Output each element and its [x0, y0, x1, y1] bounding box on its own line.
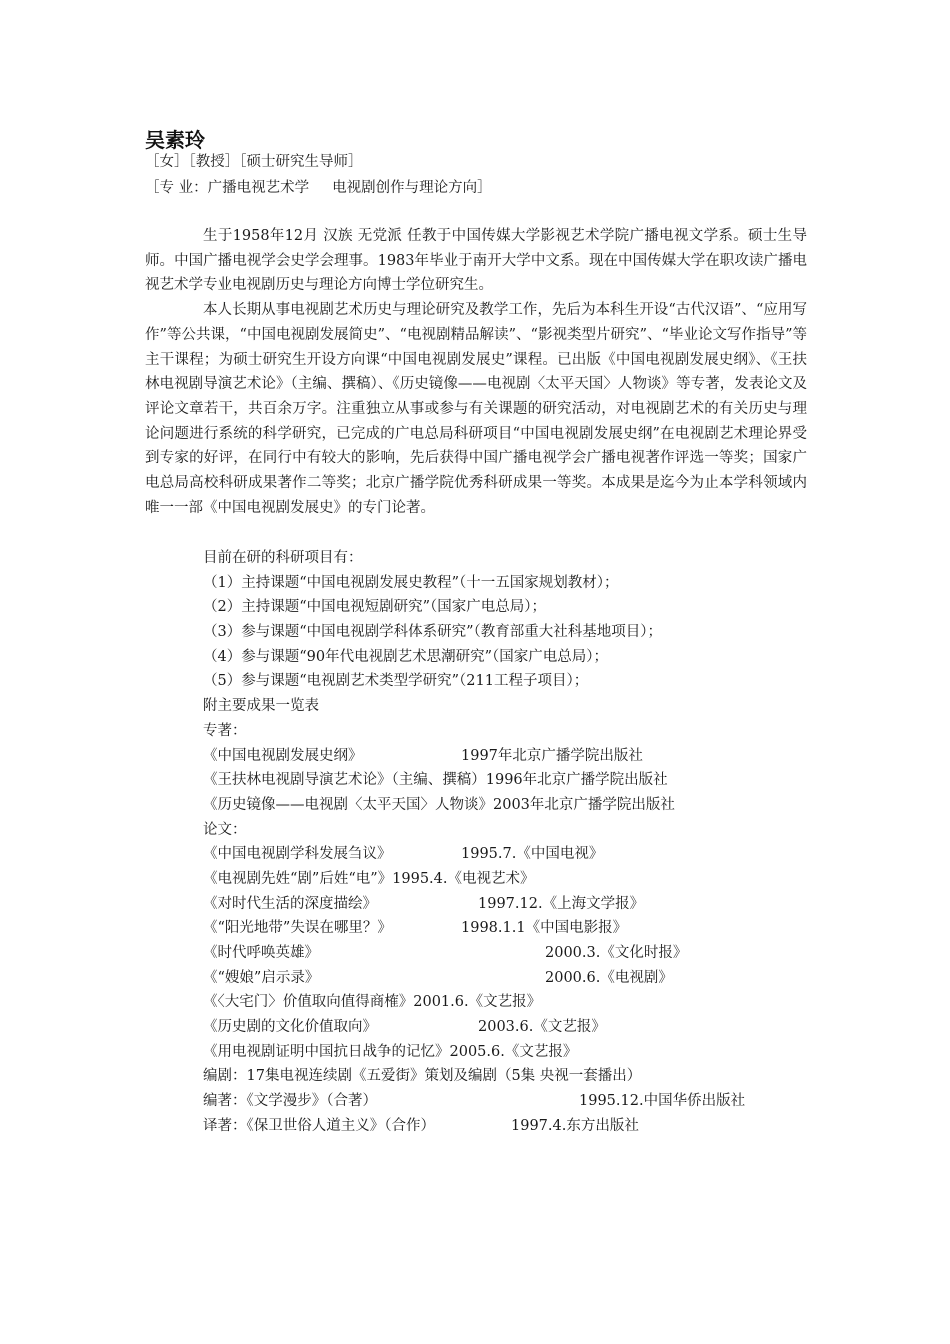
translated-work — [203, 1114, 883, 1139]
papers-label: 论文： — [203, 821, 247, 838]
monograph-title: 《王扶林电视剧导演艺术论》（主编、撰稿） — [203, 772, 486, 789]
paper-detail: 1995.7.《中国电视》 — [461, 846, 604, 863]
translated-title: 译著：《保卫世俗人道主义》（合作） — [203, 1117, 435, 1134]
monograph-item — [203, 793, 883, 818]
person-name: 吴素玲 — [145, 128, 205, 152]
edited-title: 编著：《文学漫步》（合著） — [203, 1093, 377, 1110]
monograph-title: 《历史镜像——电视剧〈太平天国〉人物谈》 — [203, 796, 493, 813]
monograph-detail: 1996年北京广播学院出版社 — [485, 772, 668, 789]
bio-paragraph-1: 生于1958年12月 汉族 无党派 任教于中国传媒大学影视艺术学院广播电视文学系。硕士生导师。中国广播电视学会史学会理事。1983年毕业于南开大学中文系。现在中国传媒大学在职攻读广播电视艺术学专业电视剧历史与理论方向博士学位研究生。 — [145, 228, 807, 294]
paper-detail: 2001.6.《文艺报》 — [413, 994, 542, 1011]
paper-detail: 1998.1.1《中国电影报》 — [461, 920, 628, 937]
edited-work — [203, 1089, 883, 1114]
paper-title: 《历史剧的文化价值取向》 — [203, 1019, 377, 1036]
paper-item — [203, 990, 883, 1015]
monograph-detail: 2003年北京广播学院出版社 — [493, 796, 675, 813]
profile-tags: ［女］［教授］［硕士研究生导师］ — [145, 154, 363, 170]
bio-paragraph-2: 本人长期从事电视剧艺术历史与理论研究及教学工作，先后为本科生开设“古代汉语”、“应用写作”等公共课，“中国电视剧发展简史”、“电视剧精品解读”、“影视类型片研究”、“毕业论文写作指导”等主干课程；为硕士研究生开设方向课“中国电视剧发展史”课程。已出版《中国电视剧发展史纲》、《王扶林电视剧导演艺术论》（主编、撰稿）、《历史镜像——电视剧〈太平天国〉人物谈》等专著，发表论文及评论文章若干，共百余万字。注重独立从事或参与有关课题的研究活动，对电视剧艺术的有关历史与理论问题进行系统的科学研究，已完成的广电总局科研项目“中国电视剧发展史纲”在电视剧艺术理论界受到专家的好评，在同行中有较大的影响，先后获得中国广播电视学会广播电视著作评选一等奖；国家广电总局高校科研成果著作二等奖；北京广播学院优秀科研成果一等奖。本成果是迄今为止本学科领域内唯一一部《中国电视剧发展史》的专门论著。 — [145, 302, 807, 516]
research-and-achievements — [203, 546, 883, 1139]
paper-item — [203, 1040, 883, 1065]
project-item: （5）参与课题“电视剧艺术类型学研究”（211工程子项目）； — [203, 673, 589, 690]
paper-title: 《“阳光地带”失误在哪里？》 — [203, 920, 392, 937]
monograph-item — [203, 768, 883, 793]
projects-heading: 目前在研的科研项目有： — [203, 550, 363, 566]
project-item: （2）主持课题“中国电视短剧研究”（国家广电总局）； — [203, 599, 547, 616]
biography — [145, 224, 807, 520]
paper-item — [203, 842, 883, 867]
paper-title: 《电视剧先姓“剧”后姓“电”》 — [203, 870, 393, 887]
script-credit: 编剧：17集电视连续剧《五爱街》策划及编剧（5集 央视一套播出） — [203, 1068, 642, 1085]
paper-detail: 1997.12.《上海文学报》 — [478, 895, 645, 912]
paper-title: 《时代呼唤英雄》 — [203, 945, 319, 961]
project-item: （4）参与课题“90年代电视剧艺术思潮研究”（国家广电总局）； — [203, 648, 608, 665]
paper-item — [203, 916, 883, 941]
monograph-detail: 1997年北京广播学院出版社 — [461, 747, 643, 764]
paper-detail: 1995.4.《电视艺术》 — [392, 870, 535, 887]
paper-title: 《〈大宅门〉价值取向值得商榷》 — [203, 994, 414, 1011]
paper-detail: 2000.3.《文化时报》 — [545, 945, 688, 961]
paper-title: 《中国电视剧学科发展刍议》 — [203, 846, 392, 863]
monographs-label: 专著： — [203, 722, 247, 739]
edited-detail: 1995.12.中国华侨出版社 — [579, 1093, 746, 1110]
paper-item — [203, 867, 883, 892]
paper-detail: 2003.6.《文艺报》 — [478, 1019, 606, 1036]
paper-item — [203, 1015, 883, 1040]
monograph-item — [203, 744, 883, 769]
project-item: （3）参与课题“中国电视剧学科体系研究”（教育部重大社科基地项目）； — [203, 624, 663, 641]
monograph-title: 《中国电视剧发展史纲》 — [203, 747, 363, 764]
paper-detail: 2005.6.《文艺报》 — [449, 1043, 578, 1060]
profile-major: ［专 业：广播电视艺术学 电视剧创作与理论方向］ — [145, 180, 492, 196]
translated-detail: 1997.4.东方出版社 — [511, 1117, 639, 1134]
project-item: （1）主持课题“中国电视剧发展史教程”（十一五国家规划教材）； — [203, 574, 619, 591]
paper-title: 《用电视剧证明中国抗日战争的记忆》 — [203, 1043, 450, 1060]
paper-title: 《“嫂娘”启示录》 — [203, 969, 320, 986]
paper-title: 《对时代生活的深度描绘》 — [203, 895, 377, 912]
paper-item — [203, 966, 883, 991]
achievements-heading: 附主要成果一览表 — [203, 698, 319, 715]
paper-detail: 2000.6.《电视剧》 — [545, 969, 673, 986]
paper-item — [203, 941, 883, 966]
paper-item — [203, 892, 883, 917]
